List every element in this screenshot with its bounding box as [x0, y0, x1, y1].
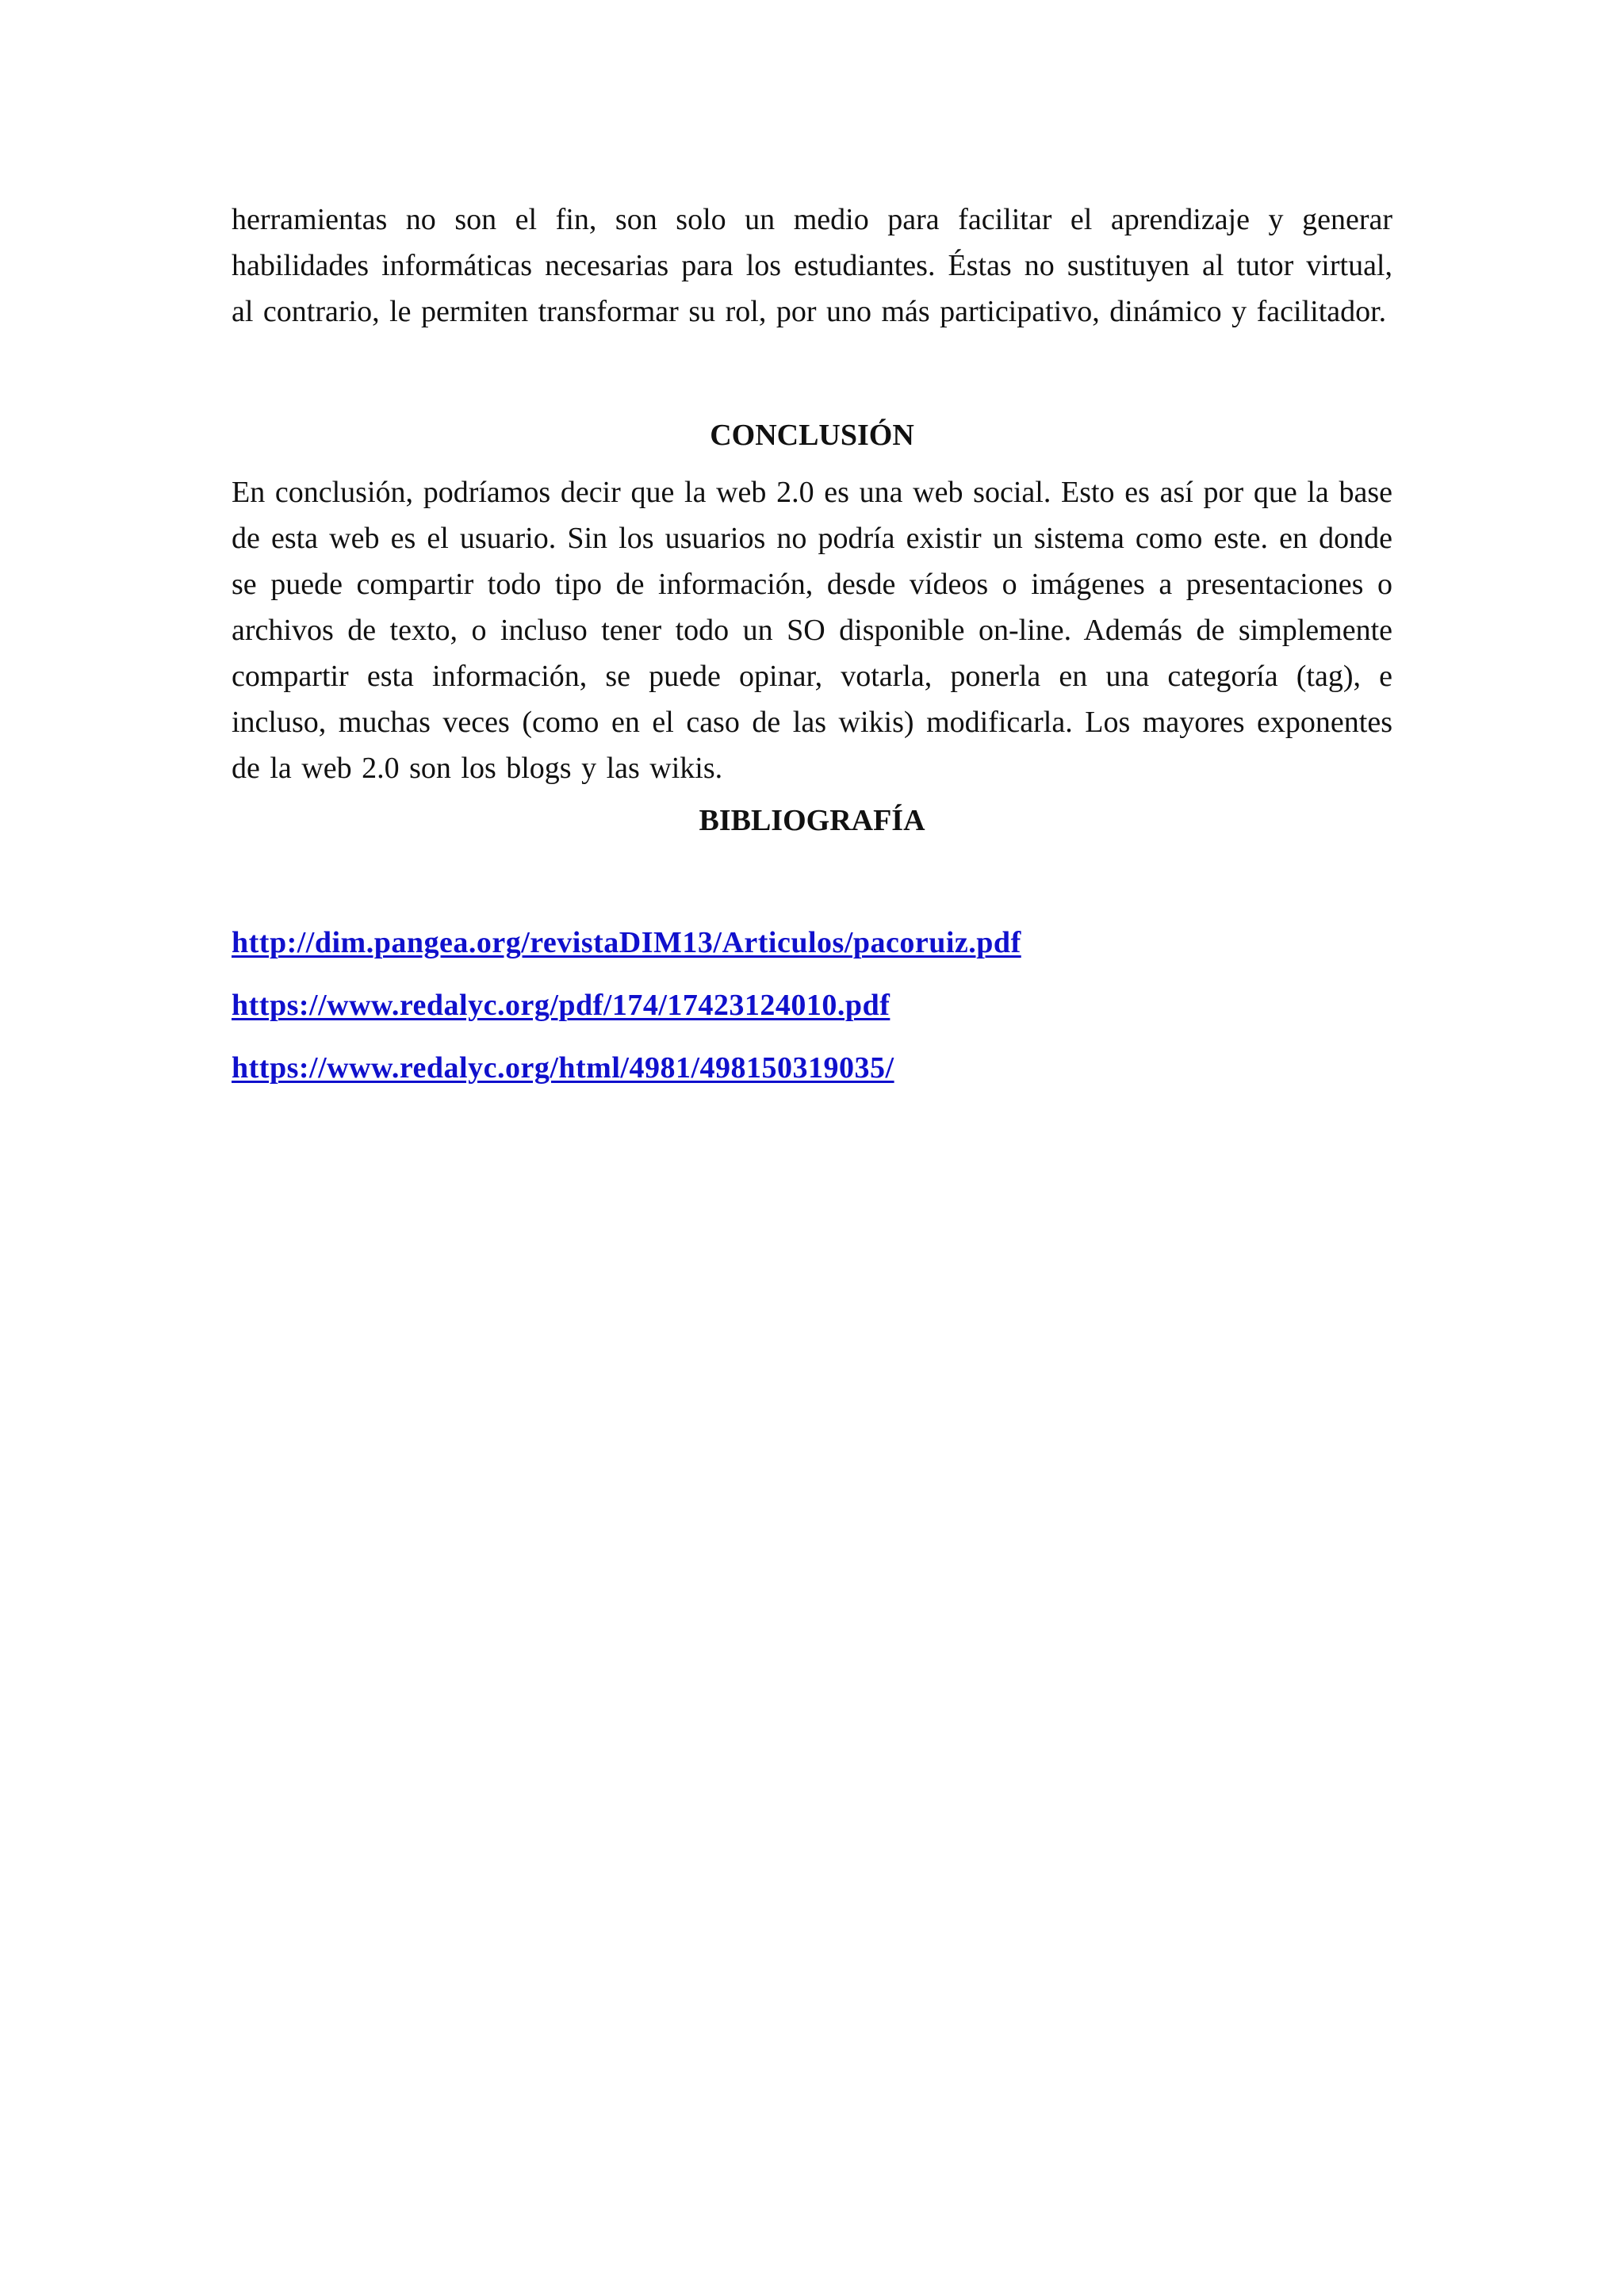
bibliography-link[interactable]: https://www.redalyc.org/pdf/174/17423124010.pdf — [232, 989, 891, 1022]
conclusion-paragraph: En conclusión, podríamos decir que la web 2.0 es una web social. Esto es así por que la base de esta web es el usuario. Sin los usuarios no podría existir un sistema como este. en donde se puede compartir todo tipo de información, desde vídeos o imágenes a presentaciones o archivos de texto, o incluso tener todo un SO disponible on-line. Además de simplemente compartir esta información, se puede opinar, votarla, ponerla en una categoría (tag), e incluso, muchas veces (como en el caso de las wikis) modificarla. Los mayores exponentes de la web 2.0 son los blogs y las wikis. — [232, 476, 1392, 785]
bibliography-list — [232, 920, 1392, 1091]
conclusion-heading: CONCLUSIÓN — [710, 419, 914, 452]
page-content — [232, 197, 1392, 1108]
intro-paragraph: herramientas no son el fin, son solo un medio para facilitar el aprendizaje y generar habilidades informáticas necesarias para los estudiantes. Éstas no sustituyen al tutor virtual, al contrario, le permiten transformar su rol, por uno más participativo, dinámico y facilitador. — [232, 203, 1392, 328]
bibliography-heading: BIBLIOGRAFÍA — [699, 804, 925, 837]
bibliography-link[interactable]: http://dim.pangea.org/revistaDIM13/Articulos/pacoruiz.pdf — [232, 926, 1021, 959]
bibliography-link[interactable]: https://www.redalyc.org/html/4981/498150319035/ — [232, 1051, 894, 1085]
